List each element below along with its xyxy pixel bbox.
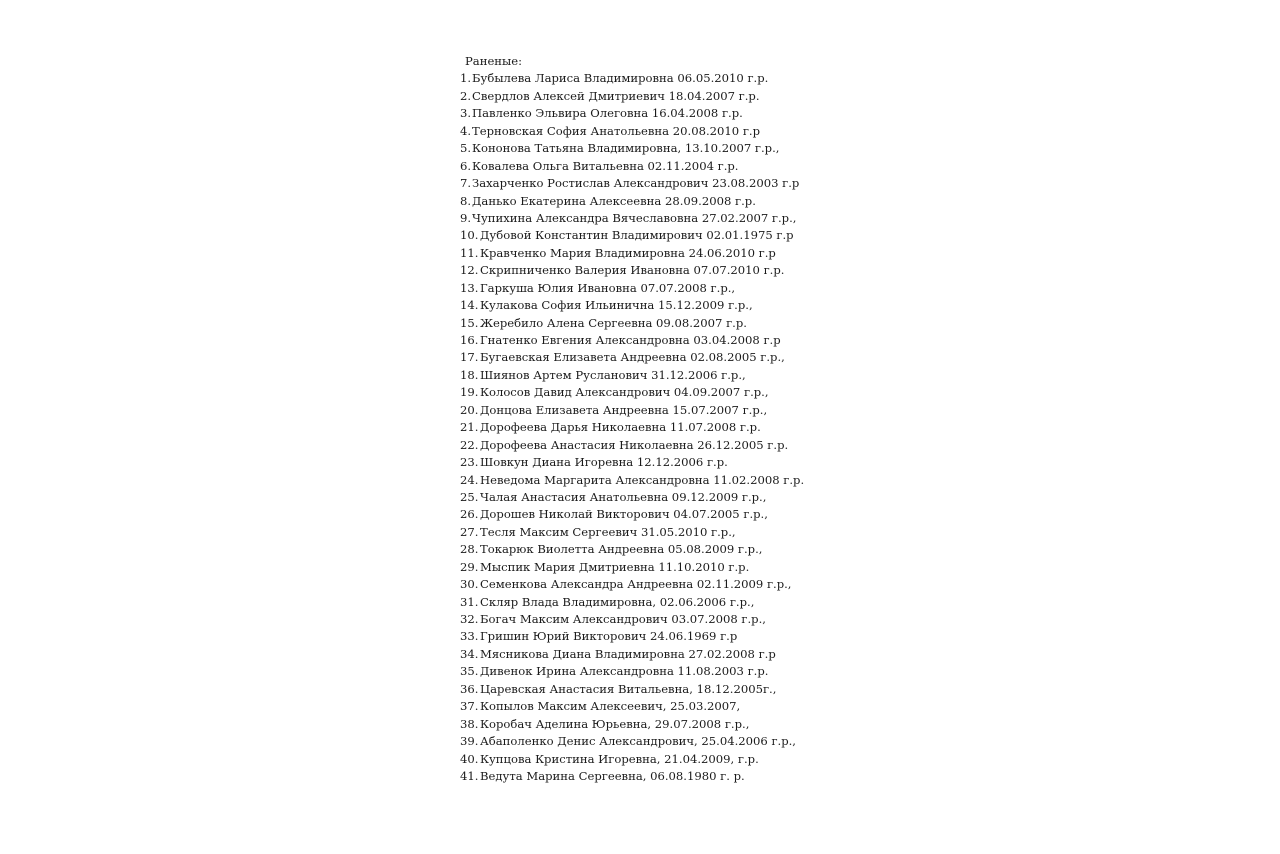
item-number: 5. xyxy=(460,141,472,156)
item-text: Ковалева Ольга Витальевна 02.11.2004 г.р. xyxy=(472,158,739,173)
item-text: Мясникова Диана Владимировна 27.02.2008 г.р xyxy=(480,646,776,661)
item-text: Донцова Елизавета Андреевна 15.07.2007 г.р., xyxy=(480,402,768,417)
item-text: Царевская Анастасия Витальевна, 18.12.2005г., xyxy=(480,681,777,696)
item-number: 28. xyxy=(460,542,479,557)
list-item xyxy=(460,472,820,489)
wounded-list xyxy=(460,70,820,785)
list-item xyxy=(460,262,820,279)
item-number: 23. xyxy=(460,455,479,470)
item-text: Кононова Татьяна Владимировна, 13.10.2007 г.р., xyxy=(472,141,780,156)
item-text: Чалая Анастасия Анатольевна 09.12.2009 г.р., xyxy=(480,489,767,504)
list-item xyxy=(460,489,820,506)
item-text: Дорофеева Анастасия Николаевна 26.12.2005 г.р. xyxy=(480,437,789,452)
item-number: 10. xyxy=(460,228,479,243)
item-text: Неведома Маргарита Александровна 11.02.2008 г.р. xyxy=(480,472,805,487)
list-item xyxy=(460,506,820,523)
list-item xyxy=(460,175,820,192)
item-number: 9. xyxy=(460,210,472,225)
list-item xyxy=(460,367,820,384)
list-item xyxy=(460,227,820,244)
list-item xyxy=(460,576,820,593)
item-number: 3. xyxy=(460,106,472,121)
list-item xyxy=(460,193,820,210)
item-text: Семенкова Александра Андреевна 02.11.2009 г.р., xyxy=(480,577,792,592)
item-number: 2. xyxy=(460,88,472,103)
list-item xyxy=(460,140,820,157)
item-number: 13. xyxy=(460,280,479,295)
list-item xyxy=(460,245,820,262)
list-item xyxy=(460,646,820,663)
list-item xyxy=(460,384,820,401)
list-heading: Раненые: xyxy=(465,54,523,68)
list-item xyxy=(460,349,820,366)
item-text: Абаполенко Денис Александрович, 25.04.2006 г.р., xyxy=(480,734,796,749)
item-number: 41. xyxy=(460,768,479,783)
item-number: 27. xyxy=(460,524,479,539)
list-item xyxy=(460,698,820,715)
item-number: 4. xyxy=(460,123,472,138)
item-number: 14. xyxy=(460,298,479,313)
item-text: Кулакова София Ильинична 15.12.2009 г.р., xyxy=(480,298,753,313)
item-text: Чупихина Александра Вячеславовна 27.02.2007 г.р., xyxy=(472,210,797,225)
item-number: 33. xyxy=(460,629,479,644)
item-number: 11. xyxy=(460,245,479,260)
item-text: Павленко Эльвира Олеговна 16.04.2008 г.р. xyxy=(472,106,743,121)
item-number: 36. xyxy=(460,681,479,696)
item-number: 39. xyxy=(460,734,479,749)
item-text: Гаркуша Юлия Ивановна 07.07.2008 г.р., xyxy=(480,280,736,295)
item-number: 35. xyxy=(460,664,479,679)
item-text: Дорофеева Дарья Николаевна 11.07.2008 г.р. xyxy=(480,420,761,435)
item-number: 32. xyxy=(460,612,479,627)
item-number: 1. xyxy=(460,71,472,86)
item-text: Кравченко Мария Владимировна 24.06.2010 г.р xyxy=(480,245,776,260)
item-text: Шовкун Диана Игоревна 12.12.2006 г.р. xyxy=(480,455,728,470)
item-number: 15. xyxy=(460,315,479,330)
item-number: 22. xyxy=(460,437,479,452)
item-number: 12. xyxy=(460,263,479,278)
list-item xyxy=(460,541,820,558)
item-text: Бугаевская Елизавета Андреевна 02.08.2005 г.р., xyxy=(480,350,785,365)
item-number: 26. xyxy=(460,507,479,522)
item-text: Ведута Марина Сергеевна, 06.08.1980 г. р. xyxy=(480,768,745,783)
item-number: 17. xyxy=(460,350,479,365)
list-item xyxy=(460,628,820,645)
item-number: 30. xyxy=(460,577,479,592)
item-text: Мыспик Мария Дмитриевна 11.10.2010 г.р. xyxy=(480,559,750,574)
list-item xyxy=(460,105,820,122)
list-item xyxy=(460,681,820,698)
item-text: Гнатенко Евгения Александровна 03.04.2008 г.р xyxy=(480,333,781,348)
item-number: 40. xyxy=(460,751,479,766)
item-number: 21. xyxy=(460,420,479,435)
item-number: 8. xyxy=(460,193,472,208)
item-text: Купцова Кристина Игоревна, 21.04.2009, г.р. xyxy=(480,751,759,766)
list-item xyxy=(460,315,820,332)
list-item xyxy=(460,70,820,87)
list-item xyxy=(460,88,820,105)
item-text: Скрипниченко Валерия Ивановна 07.07.2010 г.р. xyxy=(480,263,785,278)
item-text: Шиянов Артем Русланович 31.12.2006 г.р., xyxy=(480,367,746,382)
list-item xyxy=(460,297,820,314)
item-text: Скляр Влада Владимировна, 02.06.2006 г.р., xyxy=(480,594,755,609)
list-item xyxy=(460,594,820,611)
list-item xyxy=(460,768,820,785)
list-item xyxy=(460,611,820,628)
list-item xyxy=(460,454,820,471)
item-number: 34. xyxy=(460,646,479,661)
item-text: Данько Екатерина Алексеевна 28.09.2008 г.р. xyxy=(472,193,756,208)
item-text: Дивенок Ирина Александровна 11.08.2003 г.р. xyxy=(480,664,769,679)
item-text: Дорошев Николай Викторович 04.07.2005 г.р., xyxy=(480,507,768,522)
item-number: 37. xyxy=(460,699,479,714)
item-number: 25. xyxy=(460,489,479,504)
list-item xyxy=(460,524,820,541)
list-item xyxy=(460,419,820,436)
list-item xyxy=(460,716,820,733)
item-text: Гришин Юрий Викторович 24.06.1969 г.р xyxy=(480,629,738,644)
item-text: Свердлов Алексей Дмитриевич 18.04.2007 г.р. xyxy=(472,88,760,103)
list-item xyxy=(460,437,820,454)
item-text: Захарченко Ростислав Александрович 23.08.2003 г.р xyxy=(472,176,800,191)
list-item xyxy=(460,280,820,297)
list-item xyxy=(460,123,820,140)
item-number: 31. xyxy=(460,594,479,609)
list-item xyxy=(460,402,820,419)
list-item xyxy=(460,663,820,680)
item-text: Дубовой Константин Владимирович 02.01.1975 г.р xyxy=(480,228,794,243)
item-number: 20. xyxy=(460,402,479,417)
item-text: Терновская София Анатольевна 20.08.2010 г.р xyxy=(472,123,761,138)
item-number: 7. xyxy=(460,176,472,191)
item-number: 16. xyxy=(460,333,479,348)
list-item xyxy=(460,751,820,768)
item-text: Бубылева Лариса Владимировна 06.05.2010 г.р. xyxy=(472,71,769,86)
item-number: 18. xyxy=(460,367,479,382)
item-number: 29. xyxy=(460,559,479,574)
item-text: Коробач Аделина Юрьевна, 29.07.2008 г.р., xyxy=(480,716,750,731)
item-text: Богач Максим Александрович 03.07.2008 г.р., xyxy=(480,612,766,627)
item-number: 6. xyxy=(460,158,472,173)
list-item xyxy=(460,210,820,227)
list-item xyxy=(460,158,820,175)
item-text: Жеребило Алена Сергеевна 09.08.2007 г.р. xyxy=(480,315,747,330)
document-body xyxy=(460,53,820,785)
item-number: 19. xyxy=(460,385,479,400)
list-item xyxy=(460,559,820,576)
item-text: Колосов Давид Александрович 04.09.2007 г.р., xyxy=(480,385,769,400)
item-text: Тесля Максим Сергеевич 31.05.2010 г.р., xyxy=(480,524,736,539)
item-text: Копылов Максим Алексеевич, 25.03.2007, xyxy=(480,699,741,714)
item-text: Токарюк Виолетта Андреевна 05.08.2009 г.р., xyxy=(480,542,763,557)
item-number: 38. xyxy=(460,716,479,731)
item-number: 24. xyxy=(460,472,479,487)
list-item xyxy=(460,733,820,750)
list-item xyxy=(460,332,820,349)
